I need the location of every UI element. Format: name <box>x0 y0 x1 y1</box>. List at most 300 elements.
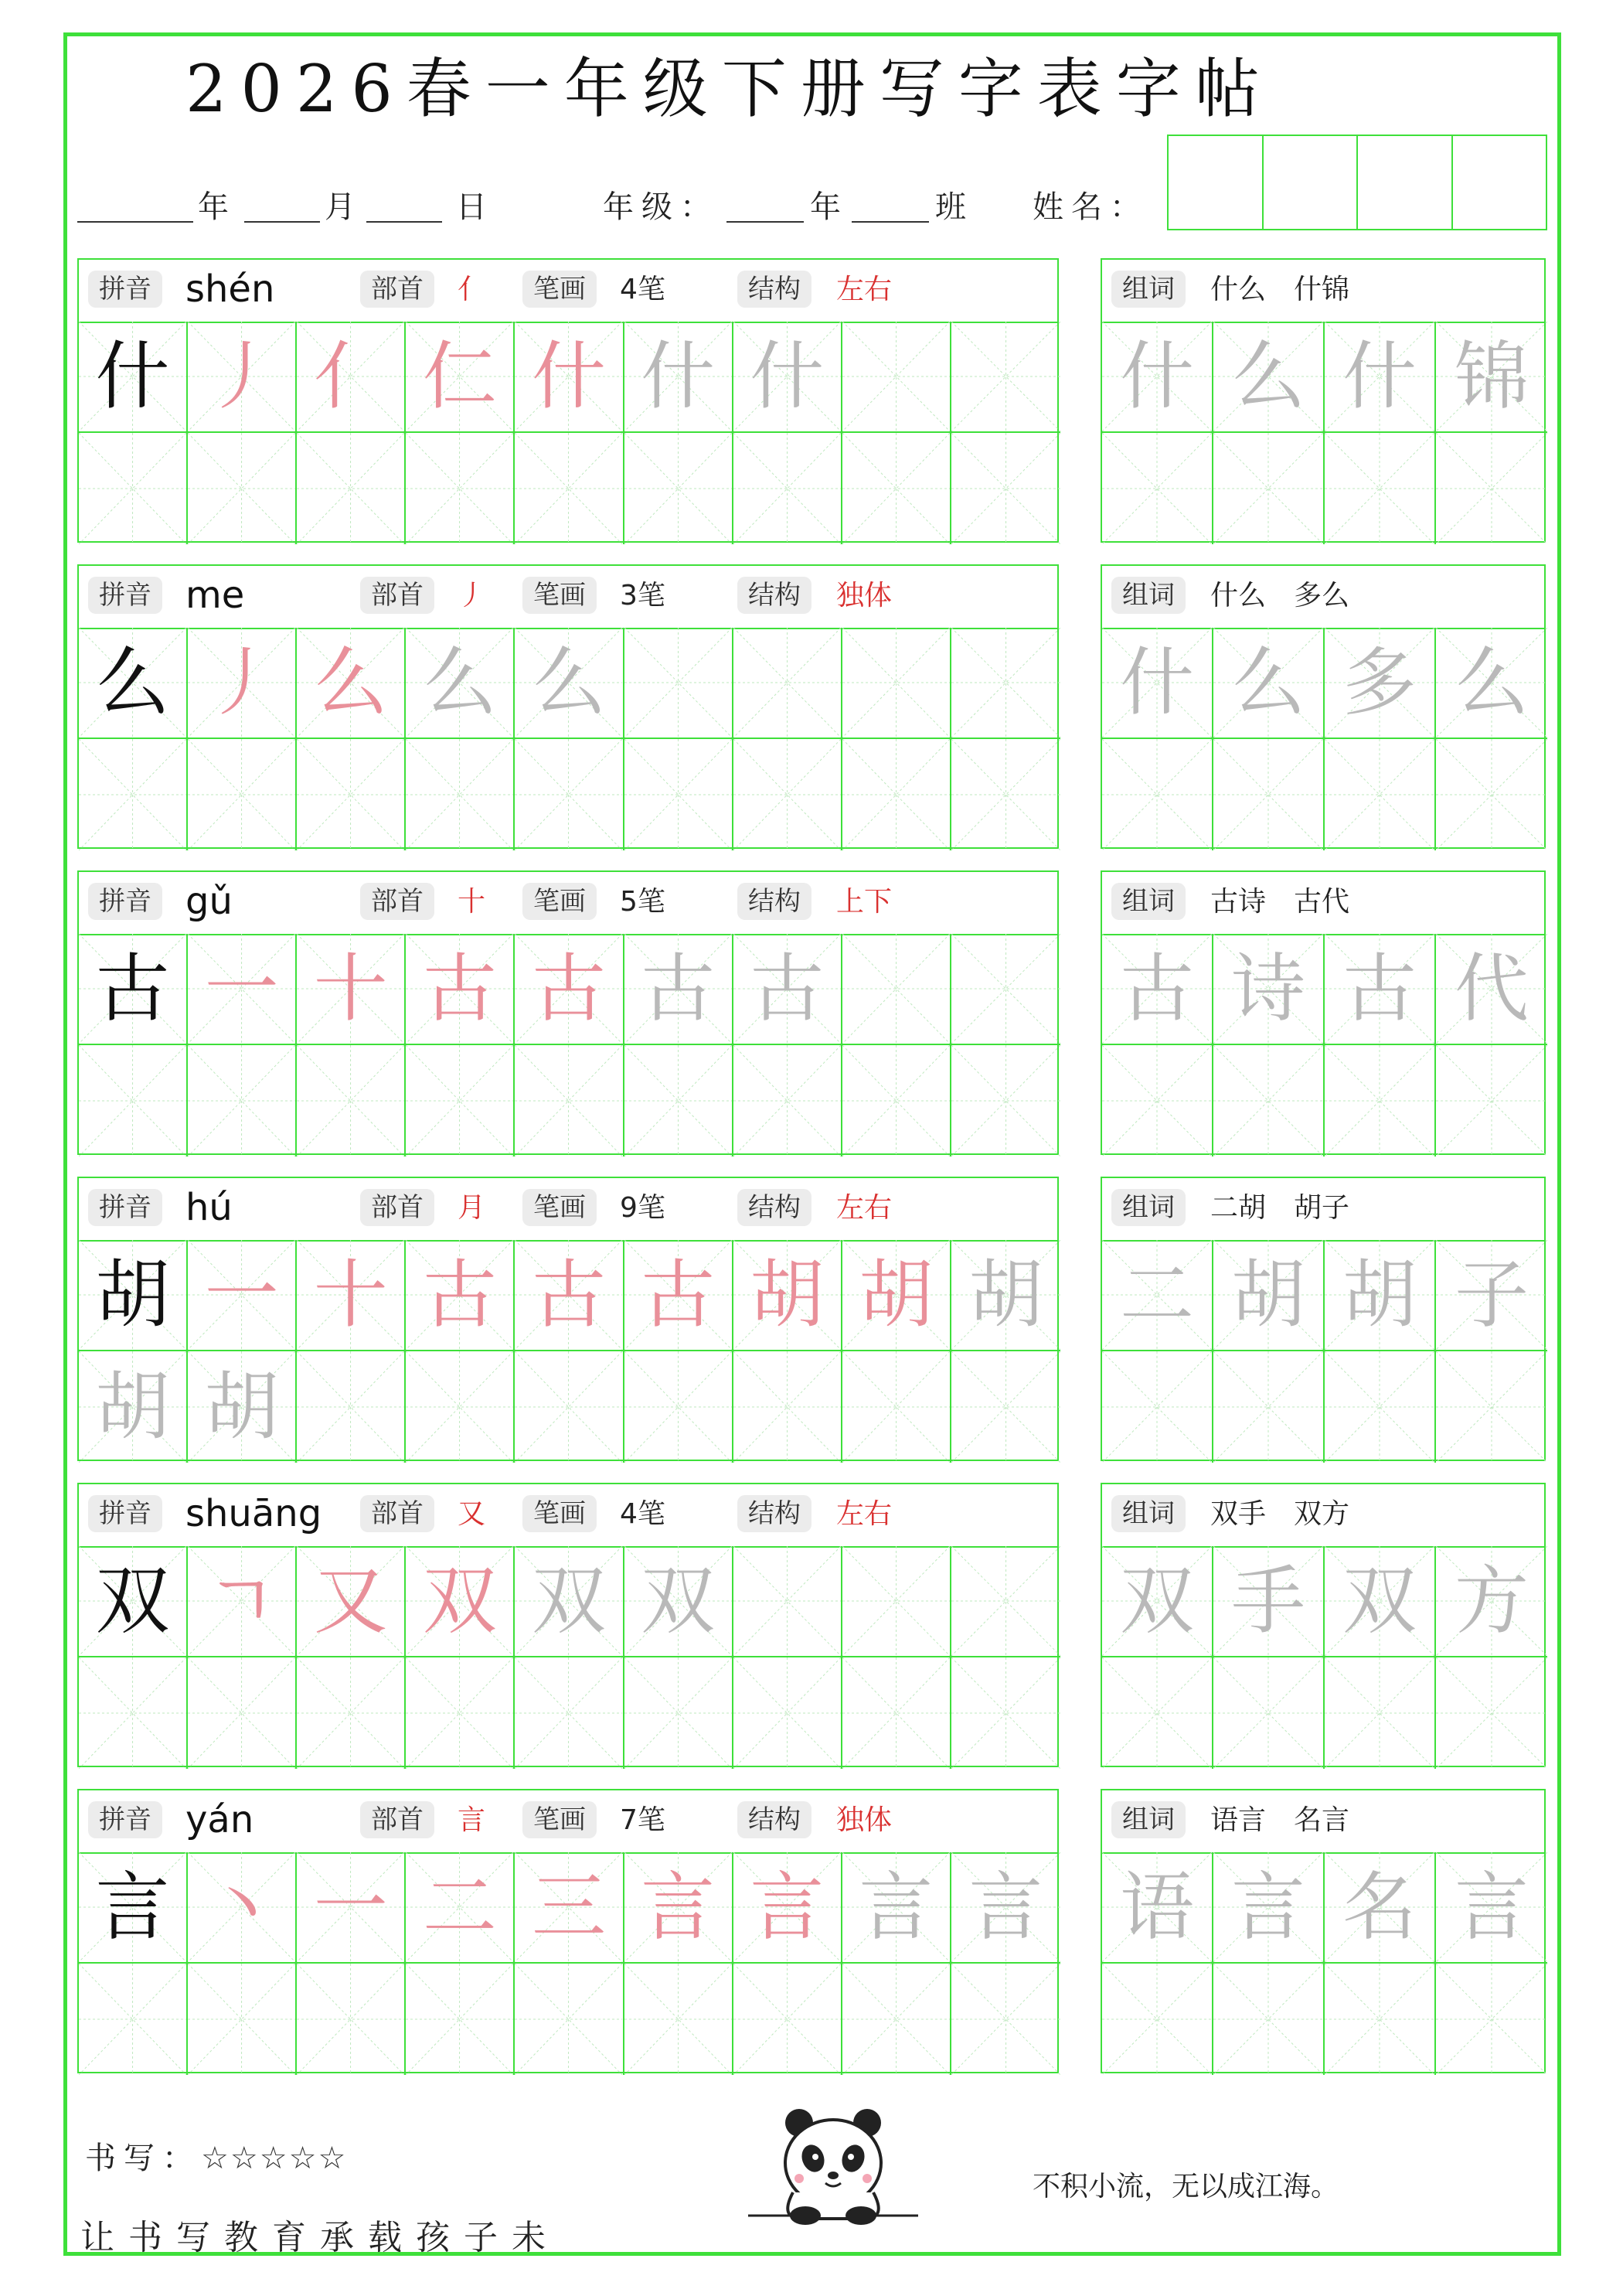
words-block <box>1101 870 1546 1155</box>
word-practice-cell[interactable] <box>1102 1546 1213 1657</box>
words-block <box>1101 258 1546 543</box>
practice-cell[interactable] <box>733 628 842 739</box>
rating-stars[interactable]: ☆☆☆☆☆ <box>201 2141 348 2176</box>
grid-guide <box>1213 1964 1323 2075</box>
word-practice-cell[interactable] <box>1213 1240 1325 1351</box>
word-trace-char: 么 <box>1231 333 1305 420</box>
grid-guide <box>1102 433 1212 544</box>
word-practice-cell[interactable] <box>1436 739 1547 850</box>
word-practice-cell[interactable] <box>1213 1852 1325 1964</box>
word-practice-cell[interactable] <box>1436 433 1547 544</box>
grid-guide <box>297 433 404 544</box>
grid-guide <box>406 433 513 544</box>
word-practice-cell[interactable] <box>1213 739 1325 850</box>
practice-cell[interactable] <box>297 1351 406 1463</box>
stroke-step-char: 古 <box>531 945 606 1032</box>
practice-cell[interactable] <box>188 1240 297 1351</box>
word-practice-cell[interactable] <box>1325 1657 1436 1769</box>
model-char: 么 <box>95 639 170 726</box>
practice-cell[interactable] <box>79 739 188 850</box>
words-label: 组词 <box>1111 577 1186 614</box>
practice-cell[interactable] <box>951 1657 1060 1769</box>
word-practice-cell[interactable] <box>1325 1852 1436 1964</box>
practice-cell[interactable] <box>842 1852 951 1964</box>
day-label: 日 <box>456 189 487 225</box>
practice-cell[interactable] <box>842 1045 951 1157</box>
practice-cell[interactable] <box>297 1852 406 1964</box>
word-practice-cell[interactable] <box>1102 1240 1213 1351</box>
words-block-header <box>1102 872 1544 935</box>
stroke-step-char: 古 <box>422 945 497 1032</box>
grid-guide <box>842 739 950 850</box>
words-block <box>1101 1483 1546 1767</box>
words-value: 语言 名言 <box>1210 1804 1350 1836</box>
word-trace-char: 古 <box>1342 945 1417 1032</box>
word-practice-cell[interactable] <box>1102 1657 1213 1769</box>
word-practice-cell[interactable] <box>1102 1045 1213 1157</box>
pinyin-value: me <box>185 574 245 617</box>
year-underline[interactable] <box>77 221 193 223</box>
grid-guide <box>733 433 841 544</box>
grid-guide <box>1325 739 1434 850</box>
strokes-value: 3笔 <box>620 580 665 611</box>
practice-cell[interactable] <box>188 739 297 850</box>
word-practice-cell[interactable] <box>1102 934 1213 1045</box>
practice-cell[interactable] <box>733 1240 842 1351</box>
practice-cell[interactable] <box>406 1964 515 2075</box>
strokes-label: 笔画 <box>522 1189 597 1226</box>
practice-cell[interactable] <box>842 739 951 850</box>
trace-char: 胡 <box>95 1364 170 1450</box>
practice-cell[interactable] <box>624 1657 733 1769</box>
word-practice-cell[interactable] <box>1102 739 1213 850</box>
grid-guide <box>515 1351 622 1463</box>
practice-cell[interactable] <box>733 1546 842 1657</box>
practice-cell[interactable] <box>624 934 733 1045</box>
pinyin-label: 拼音 <box>88 1495 162 1532</box>
grid-guide <box>733 1045 841 1157</box>
char-block-header <box>79 260 1057 323</box>
practice-cell[interactable] <box>406 322 515 433</box>
word-practice-cell[interactable] <box>1102 1852 1213 1964</box>
radical-value: 又 <box>458 1498 486 1530</box>
practice-cell[interactable] <box>515 322 624 433</box>
stroke-step-char: ㄱ <box>206 1558 278 1644</box>
char-block-header <box>79 566 1057 629</box>
practice-cell[interactable] <box>188 322 297 433</box>
practice-cell[interactable] <box>951 1964 1060 2075</box>
stroke-step-char: 丶 <box>204 1864 279 1950</box>
structure-value: 独体 <box>836 580 893 611</box>
grid-guide <box>297 739 404 850</box>
structure-value: 左右 <box>836 1192 893 1224</box>
practice-cell[interactable] <box>733 1657 842 1769</box>
radical-label: 部首 <box>360 1801 434 1838</box>
words-grid <box>1102 1240 1547 1463</box>
practice-cell[interactable] <box>297 739 406 850</box>
practice-cell[interactable] <box>297 1964 406 2075</box>
practice-cell[interactable] <box>79 1657 188 1769</box>
radical-value: 十 <box>458 886 486 918</box>
practice-cell[interactable] <box>188 1964 297 2075</box>
practice-cell[interactable] <box>406 1351 515 1463</box>
practice-cell[interactable] <box>842 1657 951 1769</box>
word-practice-cell[interactable] <box>1436 1240 1547 1351</box>
strokes-value: 4笔 <box>620 1498 665 1530</box>
word-practice-cell[interactable] <box>1436 1546 1547 1657</box>
grid-guide <box>406 739 513 850</box>
practice-cell[interactable] <box>951 628 1060 739</box>
practice-cell[interactable] <box>188 1546 297 1657</box>
practice-cell[interactable] <box>951 1546 1060 1657</box>
pinyin-value: gǔ <box>185 880 233 923</box>
practice-cell[interactable] <box>624 1240 733 1351</box>
word-practice-cell[interactable] <box>1102 1964 1213 2075</box>
practice-cell[interactable] <box>842 1964 951 2075</box>
word-practice-cell[interactable] <box>1213 1657 1325 1769</box>
grid-guide <box>1213 739 1323 850</box>
trace-char: 古 <box>750 945 825 1032</box>
practice-cell[interactable] <box>406 1852 515 1964</box>
practice-cell[interactable] <box>515 1657 624 1769</box>
practice-cell[interactable] <box>733 1852 842 1964</box>
word-practice-cell[interactable] <box>1213 1964 1325 2075</box>
grid-guide <box>1436 1045 1547 1157</box>
char-block-header <box>79 1178 1057 1242</box>
word-practice-cell[interactable] <box>1436 1964 1547 2075</box>
practice-cell[interactable] <box>188 1852 297 1964</box>
practice-grid <box>79 934 1060 1157</box>
structure-label: 结构 <box>737 1189 812 1226</box>
grid-guide <box>951 1546 1060 1656</box>
word-practice-cell[interactable] <box>1102 322 1213 433</box>
word-practice-cell[interactable] <box>1102 628 1213 739</box>
practice-cell[interactable] <box>406 1240 515 1351</box>
practice-cell[interactable] <box>188 433 297 544</box>
word-practice-cell[interactable] <box>1325 628 1436 739</box>
grid-guide <box>842 1045 950 1157</box>
words-grid <box>1102 1546 1547 1769</box>
word-practice-cell[interactable] <box>1436 934 1547 1045</box>
word-practice-cell[interactable] <box>1213 934 1325 1045</box>
grid-guide <box>297 1657 404 1769</box>
stroke-step-char: 双 <box>422 1558 497 1644</box>
word-practice-cell[interactable] <box>1325 739 1436 850</box>
practice-cell[interactable] <box>297 1045 406 1157</box>
grid-guide <box>297 1351 404 1463</box>
name-box[interactable] <box>1169 136 1264 229</box>
practice-cell[interactable] <box>624 1852 733 1964</box>
words-label: 组词 <box>1111 1189 1186 1226</box>
word-practice-cell[interactable] <box>1213 1351 1325 1463</box>
name-boxes[interactable] <box>1167 135 1547 230</box>
char-block <box>77 1177 1059 1461</box>
practice-cell[interactable] <box>188 1045 297 1157</box>
word-trace-char: 诗 <box>1231 945 1305 1032</box>
words-label: 组词 <box>1111 271 1186 308</box>
word-practice-cell[interactable] <box>1436 322 1547 433</box>
practice-cell[interactable] <box>406 1546 515 1657</box>
practice-cell[interactable] <box>624 322 733 433</box>
char-block <box>77 870 1059 1155</box>
practice-cell[interactable] <box>624 739 733 850</box>
grid-guide <box>624 739 732 850</box>
trace-char: 言 <box>968 1864 1043 1950</box>
practice-cell[interactable] <box>842 322 951 433</box>
practice-cell[interactable] <box>842 433 951 544</box>
structure-label: 结构 <box>737 1801 812 1838</box>
grid-guide <box>624 1045 732 1157</box>
word-practice-cell[interactable] <box>1325 1240 1436 1351</box>
practice-cell[interactable] <box>406 739 515 850</box>
grid-guide <box>951 628 1060 738</box>
practice-cell[interactable] <box>951 934 1060 1045</box>
word-practice-cell[interactable] <box>1325 322 1436 433</box>
words-value: 什么 什锦 <box>1210 274 1350 305</box>
word-practice-cell[interactable] <box>1213 433 1325 544</box>
word-practice-cell[interactable] <box>1325 1045 1436 1157</box>
strokes-label: 笔画 <box>522 271 597 308</box>
practice-cell[interactable] <box>188 1657 297 1769</box>
grid-guide <box>951 739 1060 850</box>
grid-guide <box>1102 1351 1212 1463</box>
trace-char: 么 <box>531 639 606 726</box>
practice-cell[interactable] <box>951 739 1060 850</box>
practice-cell[interactable] <box>951 1045 1060 1157</box>
practice-cell[interactable] <box>515 1964 624 2075</box>
words-grid <box>1102 934 1547 1157</box>
name-box[interactable] <box>1453 136 1546 229</box>
grid-guide <box>406 1351 513 1463</box>
words-label: 组词 <box>1111 1801 1186 1838</box>
words-grid <box>1102 1852 1547 2075</box>
practice-cell[interactable] <box>406 433 515 544</box>
practice-cell[interactable] <box>515 934 624 1045</box>
stroke-step-char: 么 <box>313 639 388 726</box>
practice-cell[interactable] <box>406 628 515 739</box>
practice-cell[interactable] <box>951 1240 1060 1351</box>
word-trace-char: 言 <box>1231 1864 1305 1950</box>
practice-cell[interactable] <box>79 1045 188 1157</box>
word-trace-char: 二 <box>1120 1252 1194 1338</box>
practice-cell[interactable] <box>624 1351 733 1463</box>
name-box[interactable] <box>1358 136 1453 229</box>
practice-cell[interactable] <box>733 322 842 433</box>
practice-cell[interactable] <box>515 1852 624 1964</box>
practice-cell[interactable] <box>79 1964 188 2075</box>
practice-cell[interactable] <box>951 1852 1060 1964</box>
practice-cell[interactable] <box>406 1657 515 1769</box>
practice-cell[interactable] <box>733 1045 842 1157</box>
char-block-header <box>79 872 1057 935</box>
practice-cell[interactable] <box>733 739 842 850</box>
practice-cell[interactable] <box>188 628 297 739</box>
stroke-step-char: 丿 <box>204 639 279 726</box>
motto: 不积小流，无以成江海。 <box>1033 2171 1339 2202</box>
word-practice-cell[interactable] <box>1102 433 1213 544</box>
word-trace-char: 双 <box>1342 1558 1417 1644</box>
practice-cell[interactable] <box>297 628 406 739</box>
words-value: 双手 双方 <box>1210 1498 1350 1530</box>
practice-cell[interactable] <box>515 1546 624 1657</box>
stroke-step-char: 十 <box>313 1252 388 1338</box>
practice-cell[interactable] <box>842 1240 951 1351</box>
word-practice-cell[interactable] <box>1213 1546 1325 1657</box>
grid-guide <box>842 934 950 1044</box>
month-underline[interactable] <box>244 221 320 223</box>
char-block <box>77 1789 1059 2073</box>
practice-cell[interactable] <box>297 433 406 544</box>
practice-grid <box>79 322 1060 544</box>
practice-cell[interactable] <box>515 628 624 739</box>
word-trace-char: 古 <box>1120 945 1194 1032</box>
grid-guide <box>951 433 1060 544</box>
grid-guide <box>1102 1964 1212 2075</box>
word-practice-cell[interactable] <box>1213 322 1325 433</box>
grid-guide <box>842 1964 950 2075</box>
day-underline[interactable] <box>366 221 442 223</box>
stroke-step-char: 古 <box>422 1252 497 1338</box>
practice-cell[interactable] <box>515 433 624 544</box>
practice-cell[interactable] <box>624 1045 733 1157</box>
practice-cell[interactable] <box>297 934 406 1045</box>
radical-label: 部首 <box>360 1189 434 1226</box>
grid-guide <box>1436 1351 1547 1463</box>
stroke-step-char: 一 <box>313 1864 388 1950</box>
structure-value: 左右 <box>836 274 893 305</box>
grid-guide <box>842 1657 950 1769</box>
word-practice-cell[interactable] <box>1325 1351 1436 1463</box>
char-block-header <box>79 1484 1057 1548</box>
strokes-value: 7笔 <box>620 1804 665 1836</box>
grid-guide <box>951 934 1060 1044</box>
practice-cell[interactable] <box>515 1045 624 1157</box>
practice-cell[interactable] <box>842 628 951 739</box>
grid-guide <box>515 1964 622 2075</box>
grid-guide <box>1102 1045 1212 1157</box>
words-block <box>1101 1789 1546 2073</box>
page-title: 2026春一年级下册写字表字帖 <box>185 51 1274 127</box>
practice-cell[interactable] <box>297 1657 406 1769</box>
word-practice-cell[interactable] <box>1436 628 1547 739</box>
grid-guide <box>515 433 622 544</box>
practice-cell[interactable] <box>624 433 733 544</box>
practice-cell[interactable] <box>79 1351 188 1463</box>
practice-cell[interactable] <box>406 1045 515 1157</box>
practice-cell[interactable] <box>515 739 624 850</box>
practice-grid <box>79 1852 1060 2075</box>
month-label: 月 <box>325 189 356 225</box>
word-practice-cell[interactable] <box>1436 1852 1547 1964</box>
structure-label: 结构 <box>737 271 812 308</box>
grid-guide <box>1436 1964 1547 2075</box>
stroke-step-char: 胡 <box>859 1252 934 1338</box>
radical-value: 言 <box>458 1804 486 1836</box>
model-char: 胡 <box>95 1252 170 1338</box>
practice-cell[interactable] <box>624 628 733 739</box>
practice-cell[interactable] <box>624 1546 733 1657</box>
word-trace-char: 多 <box>1342 639 1417 726</box>
class-underline[interactable] <box>852 221 929 223</box>
words-label: 组词 <box>1111 883 1186 920</box>
radical-value: 月 <box>458 1192 486 1224</box>
strokes-value: 5笔 <box>620 886 665 918</box>
model-char: 言 <box>95 1864 170 1950</box>
grid-guide <box>297 1964 404 2075</box>
word-practice-cell[interactable] <box>1325 1964 1436 2075</box>
grid-guide <box>1102 739 1212 850</box>
word-practice-cell[interactable] <box>1325 1546 1436 1657</box>
practice-cell[interactable] <box>624 1964 733 2075</box>
practice-cell[interactable] <box>733 934 842 1045</box>
words-label: 组词 <box>1111 1495 1186 1532</box>
practice-cell[interactable] <box>951 433 1060 544</box>
grid-guide <box>188 1045 295 1157</box>
model-char-cell <box>79 322 188 433</box>
words-value: 二胡 胡子 <box>1210 1192 1350 1224</box>
practice-cell[interactable] <box>842 1351 951 1463</box>
practice-cell[interactable] <box>733 1351 842 1463</box>
grid-guide <box>515 1657 622 1769</box>
practice-cell[interactable] <box>951 322 1060 433</box>
practice-cell[interactable] <box>515 1240 624 1351</box>
grid-guide <box>951 1657 1060 1769</box>
word-trace-char: 手 <box>1231 1558 1305 1644</box>
trace-char: 么 <box>422 639 497 726</box>
word-practice-cell[interactable] <box>1102 1351 1213 1463</box>
practice-cell[interactable] <box>842 934 951 1045</box>
word-practice-cell[interactable] <box>1213 628 1325 739</box>
practice-cell[interactable] <box>188 934 297 1045</box>
word-trace-char: 胡 <box>1342 1252 1417 1338</box>
practice-cell[interactable] <box>842 1546 951 1657</box>
grid-guide <box>1213 1351 1323 1463</box>
word-practice-cell[interactable] <box>1436 1351 1547 1463</box>
grid-guide <box>1436 1657 1547 1769</box>
grid-guide <box>624 433 732 544</box>
word-practice-cell[interactable] <box>1325 433 1436 544</box>
practice-cell[interactable] <box>188 1351 297 1463</box>
word-practice-cell[interactable] <box>1436 1657 1547 1769</box>
word-practice-cell[interactable] <box>1436 1045 1547 1157</box>
practice-cell[interactable] <box>951 1351 1060 1463</box>
practice-cell[interactable] <box>297 322 406 433</box>
grade-underline[interactable] <box>726 221 804 223</box>
word-trace-char: 什 <box>1120 333 1194 420</box>
words-block-header <box>1102 566 1544 629</box>
practice-cell[interactable] <box>406 934 515 1045</box>
practice-cell[interactable] <box>733 1964 842 2075</box>
grid-guide <box>842 1351 950 1463</box>
word-practice-cell[interactable] <box>1325 934 1436 1045</box>
practice-cell[interactable] <box>733 433 842 544</box>
practice-cell[interactable] <box>515 1351 624 1463</box>
practice-cell[interactable] <box>79 433 188 544</box>
radical-label: 部首 <box>360 577 434 614</box>
name-box[interactable] <box>1264 136 1359 229</box>
grid-guide <box>188 739 295 850</box>
practice-cell[interactable] <box>297 1546 406 1657</box>
trace-char: 双 <box>641 1558 716 1644</box>
grid-guide <box>188 1657 295 1769</box>
radical-value: 亻 <box>458 274 486 305</box>
practice-cell[interactable] <box>297 1240 406 1351</box>
word-practice-cell[interactable] <box>1213 1045 1325 1157</box>
trace-char: 胡 <box>204 1364 279 1450</box>
model-char-cell <box>79 1546 188 1657</box>
grid-guide <box>297 1045 404 1157</box>
stroke-step-char: 仁 <box>422 333 497 420</box>
